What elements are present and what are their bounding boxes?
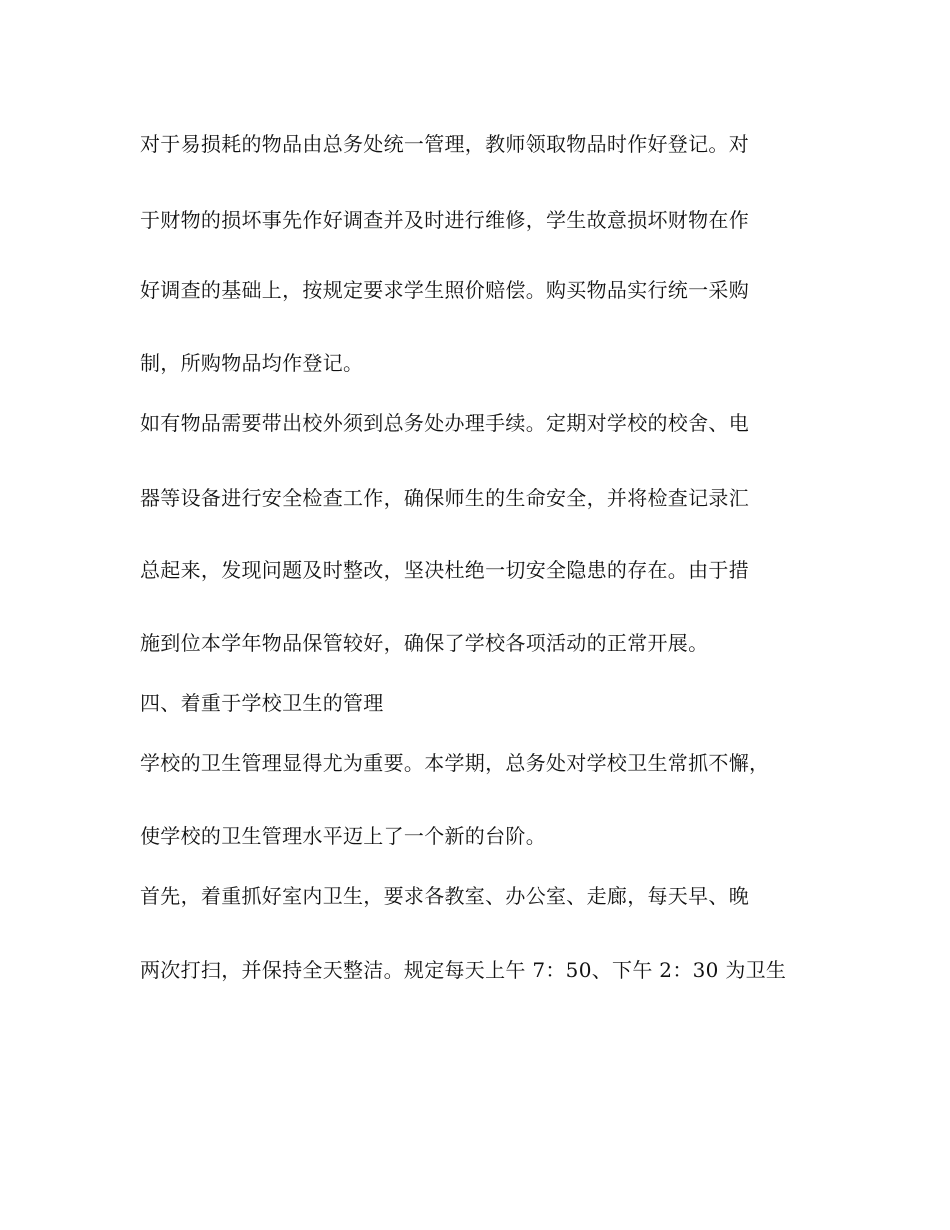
paragraph-line: 施到位本学年物品保管较好，确保了学校各项活动的正常开展。 <box>140 631 709 655</box>
section-heading: 四、着重于学校卫生的管理 <box>140 691 384 715</box>
paragraph-line: 器等设备进行安全检查工作，确保师生的生命安全，并将检查记录汇 <box>140 486 749 510</box>
paragraph-line: 学校的卫生管理显得尤为重要。本学期，总务处对学校卫生常抓不懈， <box>140 751 770 775</box>
paragraph-line: 如有物品需要带出校外须到总务处办理手续。定期对学校的校舍、电 <box>140 411 749 435</box>
paragraph-line: 总起来，发现问题及时整改，坚决杜绝一切安全隐患的存在。由于措 <box>140 558 749 582</box>
paragraph-line: 使学校的卫生管理水平迈上了一个新的台阶。 <box>140 824 546 848</box>
paragraph-line: 两次打扫，并保持全天整洁。规定每天上午 7：50、下午 2：30 为卫生 <box>140 958 787 982</box>
paragraph-line: 首先，着重抓好室内卫生，要求各教室、办公室、走廊，每天早、晚 <box>140 884 749 908</box>
paragraph-line: 对于易损耗的物品由总务处统一管理，教师领取物品时作好登记。对 <box>140 132 749 156</box>
paragraph-line: 制，所购物品均作登记。 <box>140 351 364 375</box>
paragraph-line: 于财物的损坏事先作好调查并及时进行维修，学生故意损坏财物在作 <box>140 208 749 232</box>
paragraph-line: 好调查的基础上，按规定要求学生照价赔偿。购买物品实行统一采购 <box>140 278 749 302</box>
